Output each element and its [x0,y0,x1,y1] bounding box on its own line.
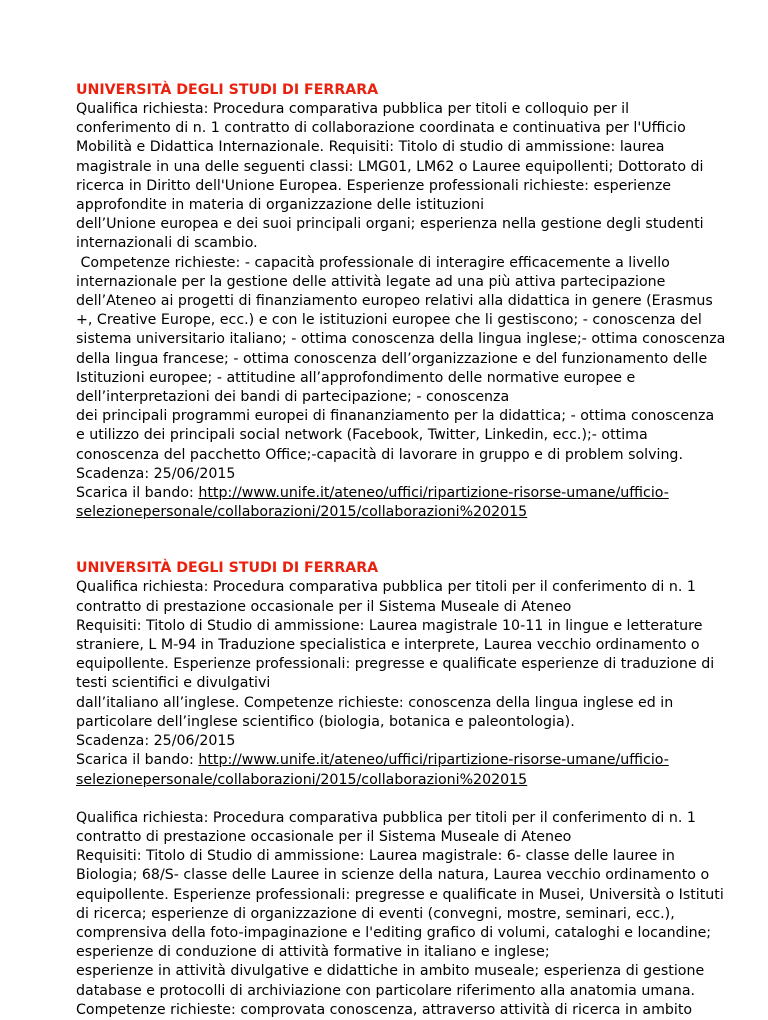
text-line: Mobilità e Didattica Internazionale. Requisiti: Titolo di studio di ammissione: laurea [76,139,665,156]
text-line: +, Creative Europe, ecc.) e con le istituzioni europee che li gestiscono; - conoscenza del [76,312,702,329]
listing-text [76,578,715,789]
text-line: Qualifica richiesta: Procedura comparativa pubblica per titoli e colloquio per il [76,101,630,117]
job-listing-3 [76,809,724,1020]
text-line: Qualifica richiesta: Procedura comparativa pubblica per titoli per il conferimento di n. 1 [76,809,696,826]
text-line: approfondite in materia di organizzazione delle istituzioni [76,197,485,214]
university-heading: UNIVERSITÀ DEGLI STUDI DI FERRARA [76,82,379,98]
bando-link-cont[interactable]: selezionepersonale/collaborazioni/2015/collaborazioni%202015 [76,504,528,521]
download-line [76,484,696,503]
text-line: straniere, L M-94 in Traduzione specialistica e interprete, Laurea vecchio ordinamento o [76,637,700,654]
text-line: equipollente. Esperienze professionali: pregresse e qualificate in Musei, Università o Istituti [76,886,724,903]
text-line: magistrale in una delle seguenti classi: LMG01, LM62 o Lauree equipollenti; Dottorato di [76,158,704,175]
text-line: e utilizzo dei principali social network (Facebook, Twitter, Linkedin, ecc.);- ottima [76,427,648,444]
text-line: conferimento di n. 1 contratto di collaborazione coordinata e continuativa per l'Ufficio [76,120,686,137]
text-line: internazionale per la gestione delle attività legate ad una più attiva partecipazione [76,273,666,290]
text-line: dell’Ateneo ai progetti di finanziamento europeo relativi alla didattica in genere (Erasmus [76,293,713,310]
text-line: sistema universitario italiano; - ottima conoscenza della lingua inglese;- ottima conoscenza [76,331,726,348]
listing-text [76,809,724,1020]
bando-link-cont[interactable]: selezionepersonale/collaborazioni/2015/collaborazioni%202015 [76,771,528,788]
job-listing-2 [76,559,715,789]
text-line: contratto di prestazione occasionale per il Sistema Museale di Ateneo [76,828,572,845]
text-line: ricerca in Diritto dell'Unione Europea. Esperienze professionali richieste: esperienze [76,177,672,194]
text-line: contratto di prestazione occasionale per il Sistema Museale di Ateneo [76,598,572,615]
download-line-cont [76,771,696,790]
download-label: Scarica il bando: [76,752,199,769]
text-line: Requisiti: Titolo di Studio di ammissione: Laurea magistrale: 6- classe delle lauree in [76,848,675,865]
text-line: equipollente. Esperienze professionali: pregresse e qualificate esperienze di traduzione di [76,656,715,673]
text-line: testi scientifici e divulgativi [76,675,271,692]
text-line: internazionali di scambio. [76,235,258,252]
text-line: Qualifica richiesta: Procedura comparativa pubblica per titoli per il conferimento di n. 1 [76,579,696,596]
text-line: Biologia; 68/S- classe delle Lauree in scienze della natura, Laurea vecchio ordinamento o [76,867,710,884]
job-listing-1 [76,81,726,522]
download-line [76,751,696,770]
listing-text [76,100,726,522]
text-line: database e protocolli di archiviazione con particolare riferimento alla anatomia umana. [76,982,696,999]
text-line: dall’italiano all’inglese. Competenze richieste: conoscenza della lingua inglese ed in [76,694,674,711]
text-line: della lingua francese; - ottima conoscenza dell’organizzazione e del funzionamento delle [76,350,708,367]
text-line: conoscenza del pacchetto Office;-capacità di lavorare in gruppo e di problem solving. [76,446,683,463]
text-line: Requisiti: Titolo di Studio di ammissione: Laurea magistrale 10-11 in lingue e letterature [76,617,703,634]
deadline: Scadenza: 25/06/2015 [76,733,236,750]
text-line: Istituzioni europee; - attitudine all’approfondimento delle normative europee e [76,369,636,386]
text-line: di ricerca; esperienze di organizzazione di eventi (convegni, mostre, seminari, ecc.), [76,905,675,922]
text-line: dei principali programmi europei di finananziamento per la didattica; - ottima conoscenza [76,408,715,425]
bando-link[interactable]: http://www.unife.it/ateneo/uffici/ripartizione-risorse-umane/ufficio- [198,752,669,769]
download-line-cont [76,503,696,522]
text-line: esperienze in attività divulgative e didattiche in ambito museale; esperienza di gestione [76,963,705,980]
text-line: particolare dell’inglese scientifico (biologia, botanica e paleontologia). [76,713,575,730]
university-heading: UNIVERSITÀ DEGLI STUDI DI FERRARA [76,560,379,577]
download-label: Scarica il bando: [76,485,199,502]
text-line: Competenze richieste: comprovata conoscenza, attraverso attività di ricerca in ambito [76,1001,693,1018]
document-body [76,81,726,1020]
text-line: dell’interpretazioni dei bandi di partecipazione; - conoscenza [76,389,510,406]
deadline: Scadenza: 25/06/2015 [76,465,236,482]
text-line: esperienze di conduzione di attività formative in italiano e inglese; [76,944,550,961]
bando-link[interactable]: http://www.unife.it/ateneo/uffici/ripartizione-risorse-umane/ufficio- [198,485,669,502]
text-line: comprensiva della foto-impaginazione e l'editing grafico di volumi, cataloghi e locandine; [76,924,712,941]
text-line: Competenze richieste: - capacità professionale di interagire efficacemente a livello [76,254,670,271]
text-line: dell’Unione europea e dei suoi principali organi; esperienza nella gestione degli studenti [76,216,704,233]
